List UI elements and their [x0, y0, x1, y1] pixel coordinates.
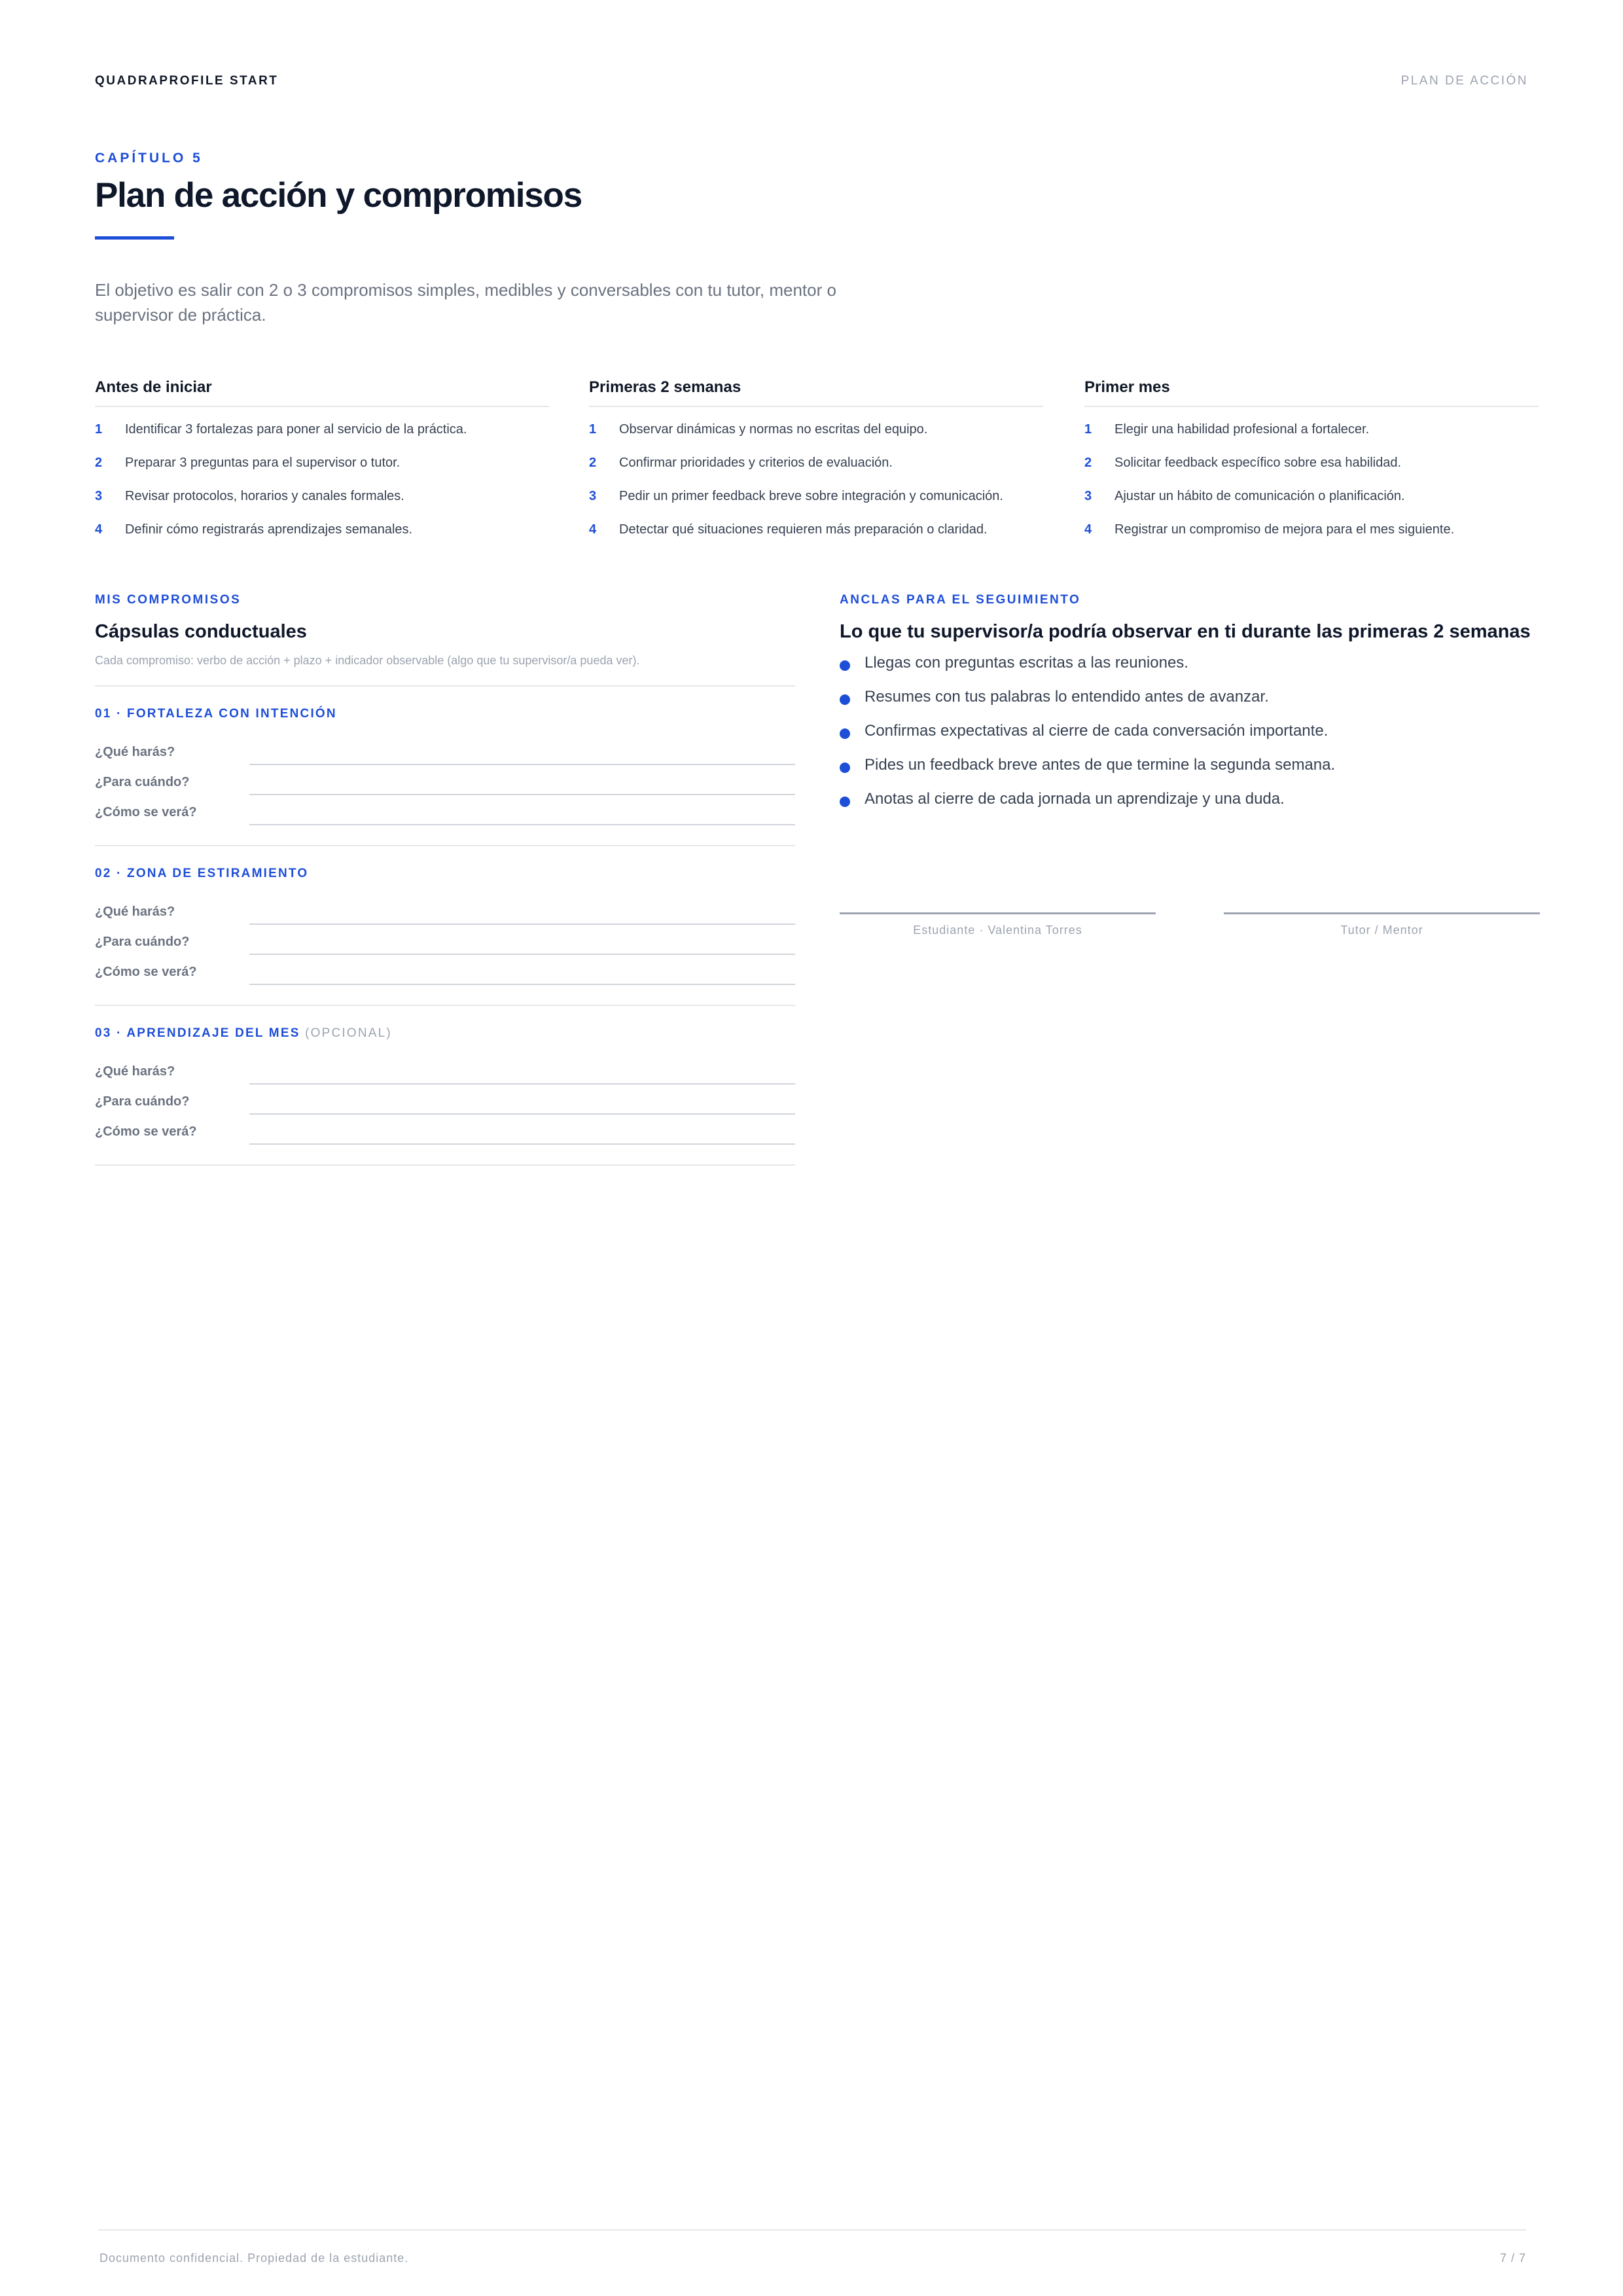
- answer-line[interactable]: [249, 924, 795, 925]
- field-label: ¿Para cuándo?: [95, 935, 190, 949]
- timeline-column-title: Antes de iniciar: [95, 376, 549, 407]
- answer-line[interactable]: [249, 1083, 795, 1085]
- bullet-dot-icon: [840, 797, 850, 807]
- timeline-column-before-start: [95, 376, 549, 554]
- when-field[interactable]: [95, 925, 795, 955]
- signature-label: Tutor / Mentor: [1340, 924, 1423, 937]
- capsule-heading-text: 02 · ZONA DE ESTIRAMIENTO: [95, 867, 309, 880]
- commitments-eyebrow: MIS COMPROMISOS: [95, 593, 241, 607]
- field-label: ¿Para cuándo?: [95, 1094, 190, 1109]
- list-item: [1084, 454, 1539, 487]
- answer-line[interactable]: [249, 984, 795, 985]
- list-item: [1084, 487, 1539, 520]
- item-text: Definir cómo registrarás aprendizajes semanales.: [125, 522, 413, 537]
- anchors-list: [840, 653, 1540, 823]
- capsule-heading: [95, 866, 795, 882]
- timeline-list: [589, 420, 1043, 554]
- anchor-text: Anotas al cierre de cada jornada un aprendizaje y una duda.: [865, 790, 1285, 808]
- list-item: [589, 520, 1043, 554]
- footer-note: Documento confidencial. Propiedad de la estudiante.: [99, 2251, 409, 2265]
- item-text: Confirmar prioridades y criterios de evaluación.: [619, 456, 893, 470]
- anchors-title: Lo que tu supervisor/a podría observar en ti durante las primeras 2 semanas: [840, 621, 1531, 642]
- list-item: [95, 420, 549, 454]
- commitments-section: [95, 592, 795, 1166]
- item-number: 4: [589, 522, 597, 537]
- field-label: ¿Qué harás?: [95, 745, 175, 759]
- item-number: 3: [95, 489, 103, 503]
- item-number: 2: [589, 456, 597, 470]
- timeline-list: [95, 420, 549, 554]
- item-text: Pedir un primer feedback breve sobre integración y comunicación.: [619, 489, 1003, 503]
- intro-text: El objetivo es salir con 2 o 3 compromisos simples, medibles y conversables con tu tutor, mentor o supervisor de práctica.: [95, 280, 836, 325]
- capsule-stretch-zone: [95, 846, 795, 1006]
- title-underline: [95, 236, 174, 240]
- what-field[interactable]: [95, 735, 795, 765]
- list-item: [840, 755, 1540, 789]
- item-text: Detectar qué situaciones requieren más preparación o claridad.: [619, 522, 988, 537]
- answer-line[interactable]: [249, 954, 795, 955]
- item-text: Elegir una habilidad profesional a fortalecer.: [1115, 422, 1370, 437]
- item-number: 1: [1084, 422, 1092, 437]
- field-label: ¿Qué harás?: [95, 1064, 175, 1079]
- item-number: 2: [95, 456, 103, 470]
- list-item: [840, 687, 1540, 721]
- answer-line[interactable]: [249, 824, 795, 825]
- what-field[interactable]: [95, 895, 795, 925]
- item-text: Preparar 3 preguntas para el supervisor o tutor.: [125, 456, 401, 470]
- capsule-heading-text: 03 · APRENDIZAJE DEL MES: [95, 1026, 300, 1040]
- page-number: 7 / 7: [1499, 2251, 1526, 2265]
- item-number: 4: [1084, 522, 1092, 537]
- how-field[interactable]: [95, 1115, 795, 1145]
- list-item: [840, 789, 1540, 823]
- when-field[interactable]: [95, 765, 795, 795]
- section-tag: PLAN DE ACCIÓN: [1400, 74, 1528, 88]
- anchor-text: Confirmas expectativas al cierre de cada conversación importante.: [865, 722, 1329, 740]
- list-item: [589, 420, 1043, 454]
- signature-line[interactable]: [840, 912, 1156, 914]
- answer-line[interactable]: [249, 1143, 795, 1145]
- timeline-column-title: Primeras 2 semanas: [589, 376, 1043, 407]
- bullet-dot-icon: [840, 694, 850, 705]
- timeline-column-title: Primer mes: [1084, 376, 1539, 407]
- item-text: Registrar un compromiso de mejora para el mes siguiente.: [1115, 522, 1455, 537]
- bullet-dot-icon: [840, 728, 850, 739]
- timeline-column-first-month: [1084, 376, 1539, 554]
- item-number: 3: [589, 489, 597, 503]
- list-item: [95, 487, 549, 520]
- timeline-list: [1084, 420, 1539, 554]
- what-field[interactable]: [95, 1054, 795, 1085]
- item-text: Identificar 3 fortalezas para poner al servicio de la práctica.: [125, 422, 467, 437]
- item-number: 2: [1084, 456, 1092, 470]
- when-field[interactable]: [95, 1085, 795, 1115]
- capsule-heading: [95, 1026, 795, 1041]
- item-number: 3: [1084, 489, 1092, 503]
- brand-name: QUADRAPROFILE START: [95, 74, 279, 88]
- list-item: [1084, 520, 1539, 554]
- how-field[interactable]: [95, 795, 795, 825]
- list-item: [95, 520, 549, 554]
- item-number: 4: [95, 522, 103, 537]
- capsule-monthly-learning: [95, 1006, 795, 1166]
- signature-line[interactable]: [1224, 912, 1540, 914]
- answer-line[interactable]: [249, 794, 795, 795]
- list-item: [840, 653, 1540, 687]
- item-text: Ajustar un hábito de comunicación o planificación.: [1115, 489, 1405, 503]
- list-item: [1084, 420, 1539, 454]
- signature-label: Estudiante · Valentina Torres: [913, 924, 1082, 937]
- anchor-text: Resumes con tus palabras lo entendido antes de avanzar.: [865, 688, 1269, 706]
- commitments-helper: Cada compromiso: verbo de acción + plazo + indicador observable (algo que tu supervisor/a pueda ver).: [95, 653, 795, 687]
- anchor-text: Llegas con preguntas escritas a las reuniones.: [865, 654, 1188, 672]
- capsule-heading: [95, 706, 795, 722]
- anchors-section: [840, 592, 1540, 823]
- how-field[interactable]: [95, 955, 795, 985]
- anchor-text: Pides un feedback breve antes de que termine la segunda semana.: [865, 756, 1336, 774]
- field-label: ¿Cómo se verá?: [95, 805, 197, 819]
- answer-line[interactable]: [249, 764, 795, 765]
- page-title: Plan de acción y compromisos: [95, 176, 582, 215]
- field-label: ¿Cómo se verá?: [95, 1124, 197, 1139]
- commitments-title: Cápsulas conductuales: [95, 621, 307, 642]
- item-number: 1: [589, 422, 597, 437]
- item-text: Solicitar feedback específico sobre esa habilidad.: [1115, 456, 1402, 470]
- field-label: ¿Cómo se verá?: [95, 965, 197, 979]
- bullet-dot-icon: [840, 762, 850, 773]
- list-item: [589, 487, 1043, 520]
- list-item: [95, 454, 549, 487]
- optional-tag: (OPCIONAL): [305, 1026, 392, 1040]
- item-text: Observar dinámicas y normas no escritas del equipo.: [619, 422, 928, 437]
- anchors-eyebrow: ANCLAS PARA EL SEGUIMIENTO: [840, 593, 1081, 607]
- field-label: ¿Para cuándo?: [95, 775, 190, 789]
- item-text: Revisar protocolos, horarios y canales formales.: [125, 489, 404, 503]
- list-item: [589, 454, 1043, 487]
- item-number: 1: [95, 422, 103, 437]
- list-item: [840, 721, 1540, 755]
- chapter-label: CAPÍTULO 5: [95, 151, 203, 166]
- tutor-signature[interactable]: [1224, 912, 1540, 937]
- bullet-dot-icon: [840, 660, 850, 671]
- answer-line[interactable]: [249, 1113, 795, 1115]
- footer-divider: [98, 2229, 1526, 2231]
- student-signature[interactable]: [840, 912, 1156, 937]
- capsule-heading-text: 01 · FORTALEZA CON INTENCIÓN: [95, 707, 337, 721]
- field-label: ¿Qué harás?: [95, 905, 175, 919]
- timeline-column-first-two-weeks: [589, 376, 1043, 554]
- capsule-strength: [95, 687, 795, 846]
